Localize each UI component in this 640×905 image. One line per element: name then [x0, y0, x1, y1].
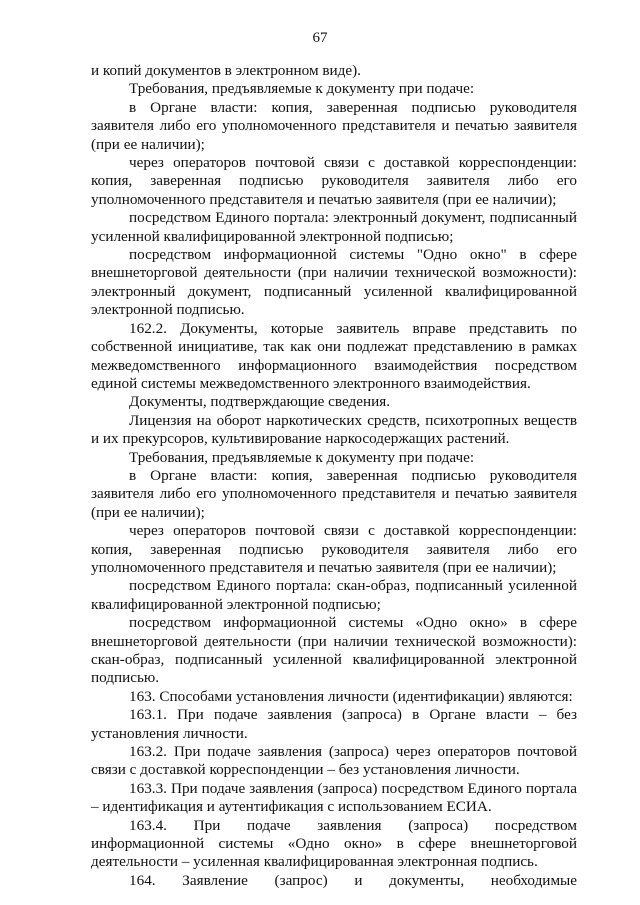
paragraph: и копий документов в электронном виде). — [91, 62, 361, 79]
page-number: 67 — [312, 30, 328, 46]
paragraph: Требования, предъявляемые к документу при подаче: — [129, 448, 475, 466]
paragraph: посредством информационной системы «Одно окно» в сфере внешнеторговой деятельности (при наличии технической возможности): скан-образ, подписанный усиленной квалифицированной электронной подписью. — [91, 614, 577, 687]
paragraph: 164. Заявление (запрос) и документы, необходимые — [129, 871, 577, 889]
paragraph: 163.1. При подаче заявления (запроса) в Органе власти – без установления личности. — [91, 706, 577, 742]
paragraph: Требования, предъявляемые к документу при подаче: — [129, 80, 475, 98]
paragraph: в Органе власти: копия, заверенная подписью руководителя заявителя либо его уполномоченного представителя и печатью заявителя (при ее наличии); — [91, 98, 577, 153]
paragraph: посредством информационной системы "Одно окно" в сфере внешнеторговой деятельности (при наличии технической возможности): электронный документ, подписанный усиленной квалифицированной электронной подписью. — [91, 246, 577, 319]
paragraph: 163. Способами установления личности (идентификации) являются: — [129, 687, 573, 705]
paragraph: посредством Единого портала: электронный документ, подписанный усиленной квалифицированной электронной подписью; — [91, 209, 577, 245]
paragraph: 162.2. Документы, которые заявитель вправе представить по собственной инициативе, так как они подлежат представлению в рамках межведомственного информационного взаимодействия посредством единой системы межведомственного электронного взаимодействия. — [91, 319, 577, 392]
paragraph: Документы, подтверждающие сведения. — [129, 393, 391, 411]
paragraph: в Органе власти: копия, заверенная подписью руководителя заявителя либо его уполномоченного представителя и печатью заявителя (при ее наличии); — [91, 466, 577, 521]
paragraph: через операторов почтовой связи с доставкой корреспонденции: копия, заверенная подписью руководителя заявителя либо его уполномоченного представителя и печатью заявителя (при ее наличии); — [91, 522, 577, 576]
paragraph: 163.2. При подаче заявления (запроса) через операторов почтовой связи с доставкой корреспонденции – без установления личности. — [91, 743, 577, 779]
paragraph: 163.4. При подаче заявления (запроса) посредством информационной системы «Одно окно» в сфере внешнеторговой деятельности – усиленная квалифицированная электронная подпись. — [91, 816, 577, 871]
paragraph: посредством Единого портала: скан-образ, подписанный усиленной квалифицированной электронной подписью; — [91, 577, 577, 613]
paragraph: 163.3. При подаче заявления (запроса) посредством Единого портала – идентификация и аутентификация с использованием ЕСИА. — [91, 779, 577, 816]
paragraph: Лицензия на оборот наркотических средств, психотропных веществ и их прекурсоров, культивирование наркосодержащих растений. — [91, 411, 577, 448]
document-body — [91, 62, 577, 890]
paragraph: через операторов почтовой связи с доставкой корреспонденции: копия, заверенная подписью руководителя заявителя либо его уполномоченного представителя и печатью заявителя (при ее наличии); — [91, 154, 577, 208]
